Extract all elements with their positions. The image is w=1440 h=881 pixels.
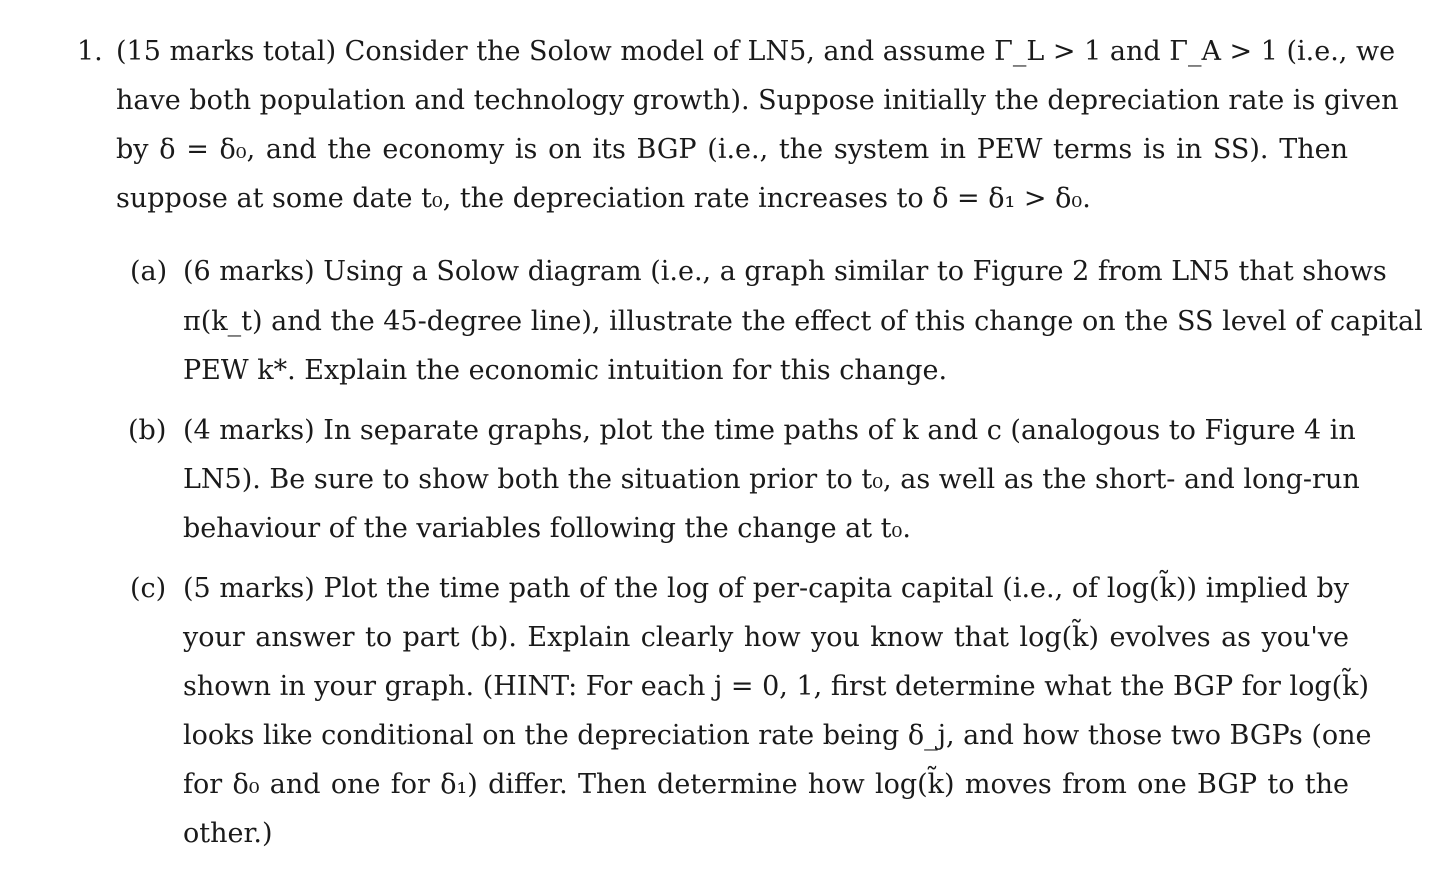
part-c-line-6: other.) — [183, 818, 273, 849]
part-c-line-4: looks like conditional on the depreciation rate being δ_j, and how those two BGPs (one — [183, 720, 1372, 751]
part-c-line-1: (5 marks) Plot the time path of the log of per-capita capital (i.e., of log(k̃)) implied by — [183, 573, 1349, 604]
part-b-line-1: (4 marks) In separate graphs, plot the time paths of k and c (analogous to Figure 4 in — [183, 415, 1356, 446]
question-line-2: have both population and technology growth). Suppose initially the depreciation rate is given — [116, 85, 1399, 116]
part-b-line-2: LN5). Be sure to show both the situation prior to t₀, as well as the short- and long-run — [183, 464, 1360, 495]
part-b-label: (b) — [128, 415, 167, 446]
part-c-line-3: shown in your graph. (HINT: For each j = 0, 1, first determine what the BGP for log(k̃) — [183, 671, 1370, 702]
part-a-line-2: π(k_t) and the 45-degree line), illustrate the effect of this change on the SS level of capital — [183, 306, 1423, 337]
part-a-line-3: PEW k*. Explain the economic intuition for this change. — [183, 355, 948, 386]
part-a-label: (a) — [130, 256, 168, 287]
part-c-label: (c) — [130, 573, 167, 604]
question-line-4: suppose at some date t₀, the depreciation rate increases to δ = δ₁ > δ₀. — [116, 183, 1091, 214]
part-b-line-3: behaviour of the variables following the change at t₀. — [183, 513, 911, 544]
question-number: 1. — [77, 36, 103, 67]
part-c-line-2: your answer to part (b). Explain clearly how you know that log(k̃) evolves as you've — [183, 622, 1349, 653]
question-line-3: by δ = δ₀, and the economy is on its BGP (i.e., the system in PEW terms is in SS). Then — [116, 134, 1348, 165]
part-c-line-5: for δ₀ and one for δ₁) differ. Then determine how log(k̃) moves from one BGP to the — [183, 769, 1349, 800]
part-a-line-1: (6 marks) Using a Solow diagram (i.e., a graph similar to Figure 2 from LN5 that shows — [183, 256, 1387, 287]
question-line-1: (15 marks total) Consider the Solow model of LN5, and assume Γ_L > 1 and Γ_A > 1 (i.e., we — [116, 36, 1396, 67]
